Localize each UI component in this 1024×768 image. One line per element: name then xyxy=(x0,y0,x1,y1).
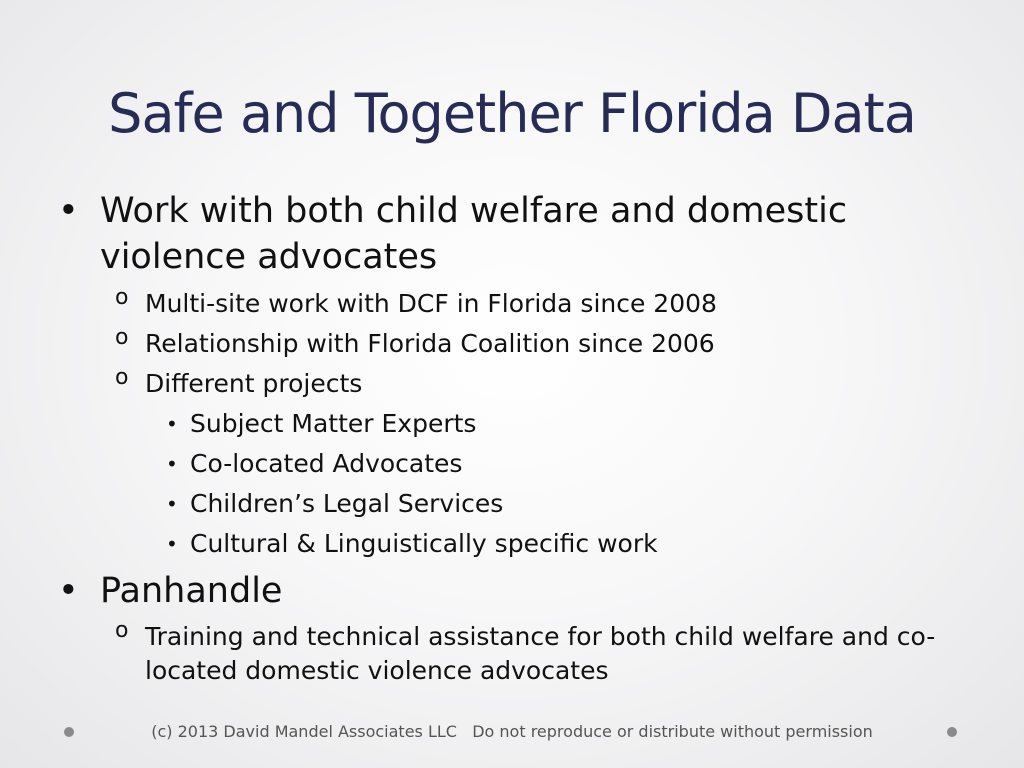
sub-sub-bullet-marker: • xyxy=(166,532,178,556)
sub-bullet-marker: o xyxy=(115,365,129,390)
sub-sub-bullet-marker: • xyxy=(166,452,178,476)
sub-bullet-item xyxy=(56,620,956,688)
sub-bullet-marker: o xyxy=(115,618,129,643)
sub-sub-bullet-text: Co-located Advocates xyxy=(190,449,463,478)
sub-bullet-item xyxy=(56,324,956,364)
sub-sub-bullet-text: Cultural & Linguistically specific work xyxy=(190,529,658,558)
slide-title: Safe and Together Florida Data xyxy=(108,82,916,145)
sub-sub-bullet-marker: • xyxy=(166,412,178,436)
bullet-text: Work with both child welfare and domestic violence advocates xyxy=(100,191,848,277)
sub-sub-bullet-item xyxy=(56,444,956,484)
sub-bullet-item xyxy=(56,284,956,324)
bullet-item xyxy=(56,188,956,280)
sub-sub-bullet-item xyxy=(56,524,956,564)
sub-sub-bullet-item xyxy=(56,484,956,524)
sub-bullet-text: Relationship with Florida Coalition since 2006 xyxy=(145,329,715,358)
sub-bullet-text: Different projects xyxy=(145,369,363,398)
sub-bullet-text: Training and technical assistance for both child welfare and co-located domestic violence advocates xyxy=(145,622,936,685)
slide-content xyxy=(56,188,956,688)
bullet-item xyxy=(56,568,956,614)
bullet-text: Panhandle xyxy=(100,571,283,611)
sub-bullet-marker: o xyxy=(115,285,129,310)
sub-bullet-item xyxy=(56,364,956,404)
footer-dot-right xyxy=(947,727,957,737)
sub-bullet-text: Multi-site work with DCF in Florida since 2008 xyxy=(145,289,717,318)
sub-bullet-marker: o xyxy=(115,325,129,350)
sub-sub-bullet-text: Children’s Legal Services xyxy=(190,489,504,518)
bullet-marker: • xyxy=(58,191,79,231)
bullet-marker: • xyxy=(58,571,79,611)
sub-sub-bullet-item xyxy=(56,404,956,444)
sub-sub-bullet-text: Subject Matter Experts xyxy=(190,409,477,438)
sub-sub-bullet-marker: • xyxy=(166,492,178,516)
slide-footer: (c) 2013 David Mandel Associates LLC Do not reproduce or distribute without permission xyxy=(151,722,873,741)
